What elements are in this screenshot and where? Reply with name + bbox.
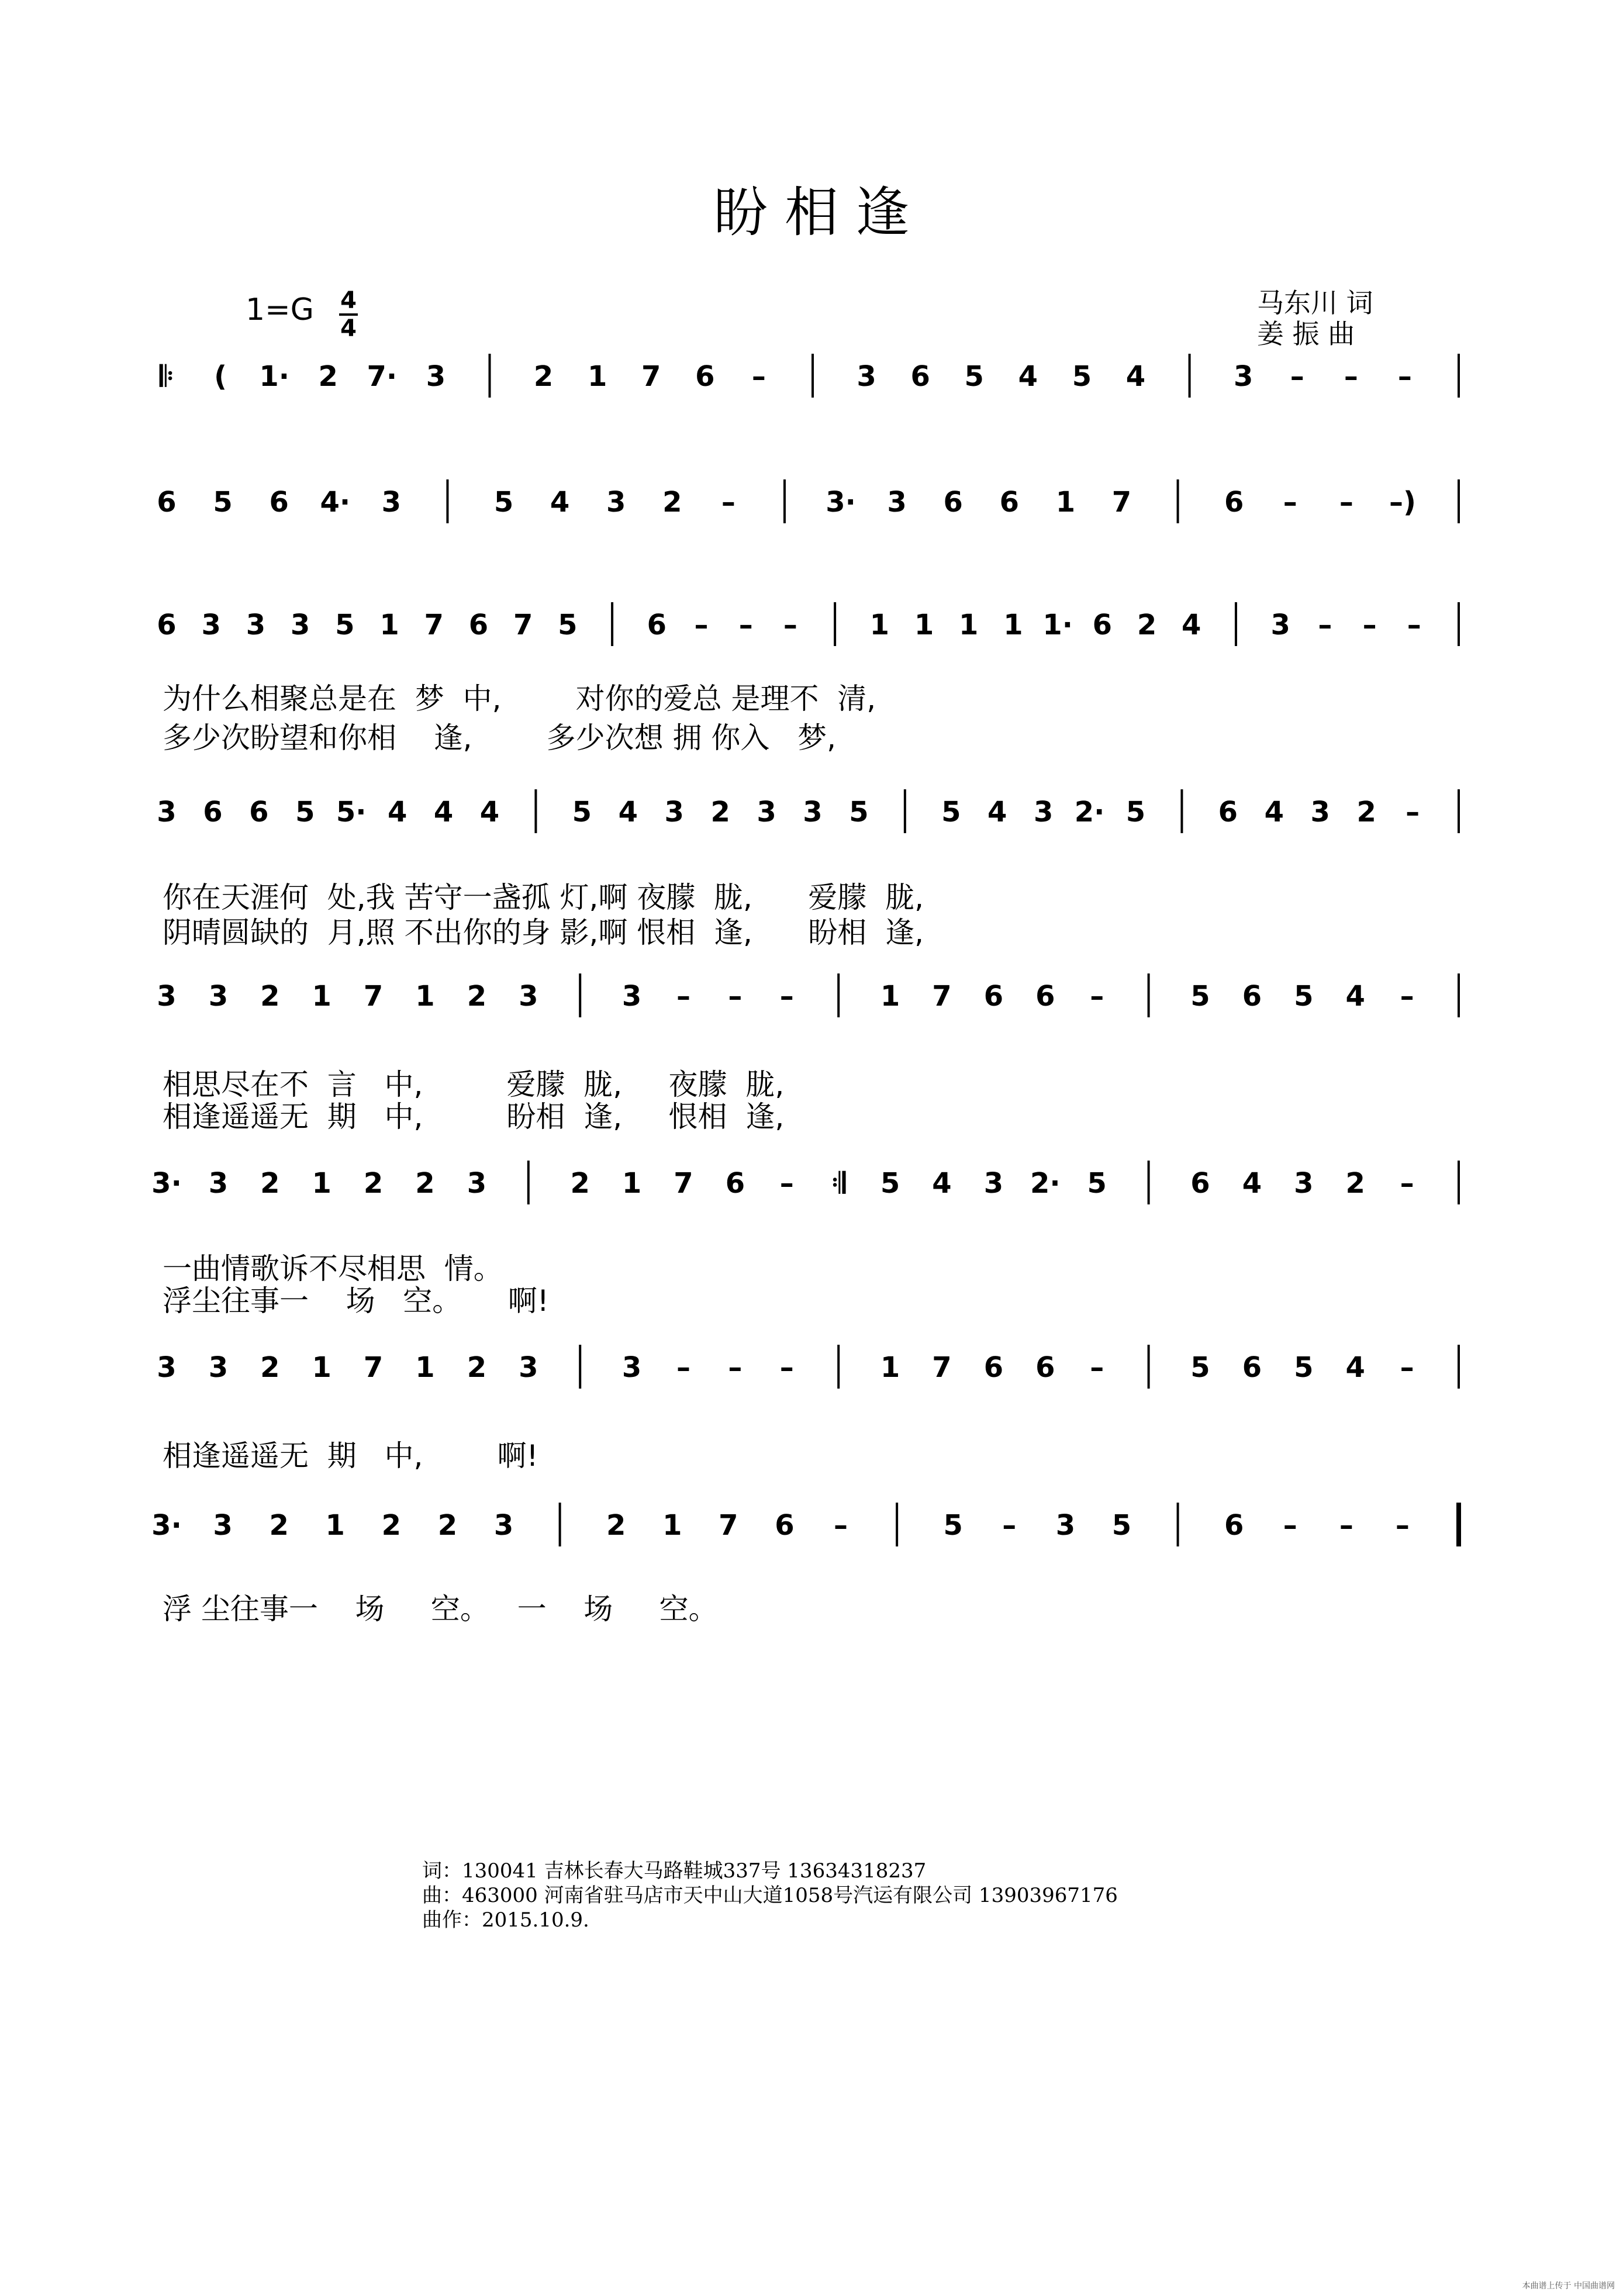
lyric-line-s4v2: 阴晴圆缺的 月,照 不出你的身 影,啊 恨相 逢, 盼相 逢, [163, 916, 924, 950]
note-token: 6 [647, 609, 667, 641]
note-token: 7 [1111, 486, 1132, 519]
note-token: 3 [201, 609, 221, 641]
note-token: 𝄆 [160, 360, 174, 393]
note-token: 5 [1125, 796, 1146, 828]
note-token: 1 [312, 980, 331, 1013]
note-token: 3 [1233, 360, 1253, 393]
note-token: 1 [415, 1351, 435, 1384]
note-token: 1 [869, 609, 890, 641]
note-token: 1 [325, 1509, 345, 1542]
note-token: 2 [710, 796, 730, 828]
note-token: – [1400, 980, 1414, 1013]
note-token: – [1318, 609, 1332, 641]
note-token: 4 [479, 796, 500, 828]
note-token: 3 [157, 1351, 177, 1384]
note-token: 3 [426, 360, 446, 393]
note-token: 2 [606, 1509, 626, 1542]
note-token: 3 [493, 1509, 514, 1542]
note-token: 4 [1125, 360, 1146, 393]
note-token: 3 [606, 486, 626, 519]
note-token: 5 [1294, 980, 1314, 1013]
note-token: 5 [558, 609, 578, 641]
note-token: 1· [1042, 609, 1073, 641]
note-token: 2 [467, 980, 487, 1013]
note-token: 1 [415, 980, 435, 1013]
time-sig-top: 4 [340, 287, 357, 314]
note-token: 3 [208, 980, 229, 1013]
lyric-line-s5v2: 相逢遥遥无 期 中, 盼相 逢, 恨相 逢, [163, 1100, 785, 1134]
note-token: 5 [1111, 1509, 1132, 1542]
note-token: 3 [519, 1351, 538, 1384]
note-token: 7 [932, 980, 952, 1013]
note-token: 7· [367, 360, 398, 393]
note-token: 5 [493, 486, 514, 519]
note-token: 6 [1035, 980, 1055, 1013]
note-token: 1 [959, 609, 979, 641]
note-token: 3· [826, 486, 856, 519]
note-token: 1 [662, 1509, 682, 1542]
note-token: 6 [249, 796, 269, 828]
note-token: 6 [157, 486, 177, 519]
note-token: – [779, 980, 794, 1013]
note-token: – [721, 486, 735, 519]
note-token: 2 [1345, 1167, 1365, 1200]
note-token: 4 [433, 796, 454, 828]
note-token: 7 [932, 1351, 952, 1384]
note-token: – [676, 1351, 690, 1384]
note-token: – [1283, 486, 1297, 519]
composer-credit: 姜 振 曲 [1257, 318, 1355, 350]
lyric-line-s3v1: 为什么相聚总是在 梦 中, 对你的爱总 是理不 清, [163, 682, 876, 716]
site-watermark: 本曲谱上传于 中国曲谱网 [1522, 2281, 1615, 2291]
note-token: 3 [213, 1509, 233, 1542]
note-token: – [1002, 1509, 1017, 1542]
note-token: 2 [260, 1351, 280, 1384]
note-token: 6 [1035, 1351, 1055, 1384]
note-token: – [1400, 1167, 1414, 1200]
note-token: 7 [363, 1351, 384, 1384]
note-token: 3 [1033, 796, 1054, 828]
note-token: – [1339, 1509, 1353, 1542]
note-token: 2 [318, 360, 338, 393]
note-token: 2 [662, 486, 682, 519]
note-token: 3 [1294, 1167, 1314, 1200]
note-token: 3 [621, 1351, 642, 1384]
note-token: 2 [1137, 609, 1157, 641]
note-token: ( [214, 360, 227, 393]
note-token: 2 [1356, 796, 1376, 828]
note-token: 5 [941, 796, 961, 828]
note-token: 4 [1264, 796, 1284, 828]
note-token: 3 [246, 609, 266, 641]
note-token: 1 [880, 1351, 900, 1384]
note-token: – [676, 980, 690, 1013]
lyric-line-s4v1: 你在天涯何 处,我 苦守一盏孤 灯,啊 夜朦 胧, 爱朦 胧, [163, 881, 924, 914]
note-token: 2 [260, 980, 280, 1013]
note-token: 3 [621, 980, 642, 1013]
note-token: 7 [424, 609, 444, 641]
note-token: – [728, 1351, 743, 1384]
note-token: – [779, 1351, 794, 1384]
note-token: – [1395, 1509, 1410, 1542]
note-token: 2 [363, 1167, 384, 1200]
note-token: 4 [618, 796, 638, 828]
note-token: 3 [887, 486, 907, 519]
note-token: 1 [621, 1167, 642, 1200]
note-token: 3 [381, 486, 402, 519]
note-token: – [1400, 1351, 1414, 1384]
note-token: – [1090, 980, 1104, 1013]
note-token: 6 [1242, 980, 1262, 1013]
note-token: 3 [1270, 609, 1290, 641]
note-token: 𝄇 [831, 1167, 845, 1200]
note-token: 1 [312, 1351, 331, 1384]
note-token: – [1090, 1351, 1104, 1384]
note-token: 4 [1242, 1167, 1262, 1200]
note-token: 5 [849, 796, 869, 828]
note-token: 3 [1055, 1509, 1076, 1542]
note-token: 6 [1224, 1509, 1244, 1542]
note-token: – [751, 360, 766, 393]
note-token: 2· [1030, 1167, 1061, 1200]
note-token: 6 [157, 609, 177, 641]
note-token: 4 [987, 796, 1007, 828]
note-token: 6 [910, 360, 930, 393]
note-token: 3 [208, 1351, 229, 1384]
note-token: – [1290, 360, 1304, 393]
note-token: 6 [999, 486, 1020, 519]
note-token: 4 [387, 796, 408, 828]
note-token: 4 [1345, 1351, 1365, 1384]
note-token: – [779, 1167, 794, 1200]
note-token: 1 [880, 980, 900, 1013]
note-token: 2 [415, 1167, 435, 1200]
note-token: 1 [379, 609, 399, 641]
note-token: 5 [213, 486, 233, 519]
note-token: 6 [269, 486, 289, 519]
note-token: 5 [1294, 1351, 1314, 1384]
note-token: 7 [641, 360, 661, 393]
note-token: 2 [467, 1351, 487, 1384]
note-token: 5 [1087, 1167, 1107, 1200]
note-token: 3 [983, 1167, 1004, 1200]
note-token: 3 [1310, 796, 1330, 828]
note-token: – [1362, 609, 1377, 641]
note-token: – [1344, 360, 1358, 393]
note-token: 1 [1055, 486, 1076, 519]
note-token: 5 [1072, 360, 1092, 393]
note-token: 6 [943, 486, 963, 519]
note-token: 3 [757, 796, 776, 828]
note-token: 3 [803, 796, 823, 828]
lyric-line-s8v1: 浮 尘往事一 场 空。 一 场 空。 [163, 1592, 718, 1626]
note-token: 3 [519, 980, 538, 1013]
note-token: 6 [1190, 1167, 1210, 1200]
note-token: 5 [572, 796, 592, 828]
note-token: – [1397, 360, 1412, 393]
lyric-line-s7v1: 相逢遥遥无 期 中, 啊! [163, 1439, 538, 1473]
note-token: 4 [932, 1167, 952, 1200]
note-token: 4 [1182, 609, 1201, 641]
note-token: 5 [1190, 980, 1210, 1013]
lyric-line-s6v2: 浮尘往事一 场 空。 啊! [163, 1284, 549, 1318]
note-token: 3· [151, 1167, 182, 1200]
note-token: 1 [914, 609, 934, 641]
note-token: 6 [775, 1509, 795, 1542]
note-token: 6 [1218, 796, 1238, 828]
note-token: – [1407, 609, 1421, 641]
note-token: 5 [295, 796, 315, 828]
note-token: – [738, 609, 753, 641]
note-token: 3 [208, 1167, 229, 1200]
note-token: 6 [983, 1351, 1004, 1384]
note-token: 1 [312, 1167, 331, 1200]
note-token: 3 [467, 1167, 487, 1200]
note-token: 1· [259, 360, 289, 393]
note-token: 6 [203, 796, 223, 828]
lyric-line-s6v1: 一曲情歌诉不尽相思 情。 [163, 1252, 503, 1286]
time-sig-bottom: 4 [340, 315, 357, 342]
note-token: 5 [880, 1167, 900, 1200]
note-token: 4· [320, 486, 351, 519]
note-token: 2 [570, 1167, 590, 1200]
note-token: 6 [983, 980, 1004, 1013]
note-token: 4 [550, 486, 570, 519]
note-token: 7 [363, 980, 384, 1013]
note-token: 5 [943, 1509, 963, 1542]
note-token: –) [1389, 486, 1416, 519]
note-token: 5 [335, 609, 355, 641]
note-token: – [1406, 796, 1420, 828]
footer-date: 曲作：2015.10.9. [422, 1908, 589, 1932]
note-token: 6 [468, 609, 489, 641]
note-token: 2 [269, 1509, 289, 1542]
note-token: 5 [1190, 1351, 1210, 1384]
note-token: 2 [437, 1509, 458, 1542]
note-token: 3 [857, 360, 876, 393]
note-token: – [834, 1509, 848, 1542]
key-signature: 1=G [246, 292, 314, 327]
note-token: 6 [695, 360, 715, 393]
note-token: 1 [587, 360, 607, 393]
note-token: 6 [1092, 609, 1113, 641]
note-token: 3 [157, 796, 177, 828]
note-token: 5 [964, 360, 984, 393]
note-token: – [783, 609, 797, 641]
song-title: 盼 相 逢 [713, 181, 910, 244]
note-token: 2 [381, 1509, 402, 1542]
note-token: 3 [290, 609, 310, 641]
note-token: 3· [151, 1509, 182, 1542]
note-token: 2 [533, 360, 554, 393]
note-token: 2· [1074, 796, 1105, 828]
note-token: – [728, 980, 743, 1013]
note-token: – [1283, 1509, 1297, 1542]
note-token: 7 [513, 609, 533, 641]
footer-lyricist-address: 词：130041 吉林长春大马路鞋城337号 13634318237 [422, 1859, 927, 1883]
footer-composer-address: 曲：463000 河南省驻马店市天中山大道1058号汽运有限公司 13903967176 [422, 1884, 1118, 1907]
note-token: 6 [1224, 486, 1244, 519]
note-token: 1 [1003, 609, 1023, 641]
note-token: 2 [260, 1167, 280, 1200]
note-token: 5· [336, 796, 367, 828]
note-token: 3 [157, 980, 177, 1013]
lyricist-credit: 马东川 词 [1257, 287, 1373, 319]
lyric-line-s5v1: 相思尽在不 言 中, 爱朦 胧, 夜朦 胧, [163, 1068, 785, 1102]
note-token: 4 [1345, 980, 1365, 1013]
note-token: 3 [664, 796, 684, 828]
note-token: – [1339, 486, 1353, 519]
note-token: 6 [725, 1167, 745, 1200]
note-token: 6 [1242, 1351, 1262, 1384]
lyric-line-s3v2: 多少次盼望和你相 逢, 多少次想 拥 你入 梦, [163, 721, 836, 755]
note-token: – [694, 609, 709, 641]
note-token: 7 [674, 1167, 693, 1200]
note-token: 7 [719, 1509, 738, 1542]
note-token: 4 [1018, 360, 1038, 393]
